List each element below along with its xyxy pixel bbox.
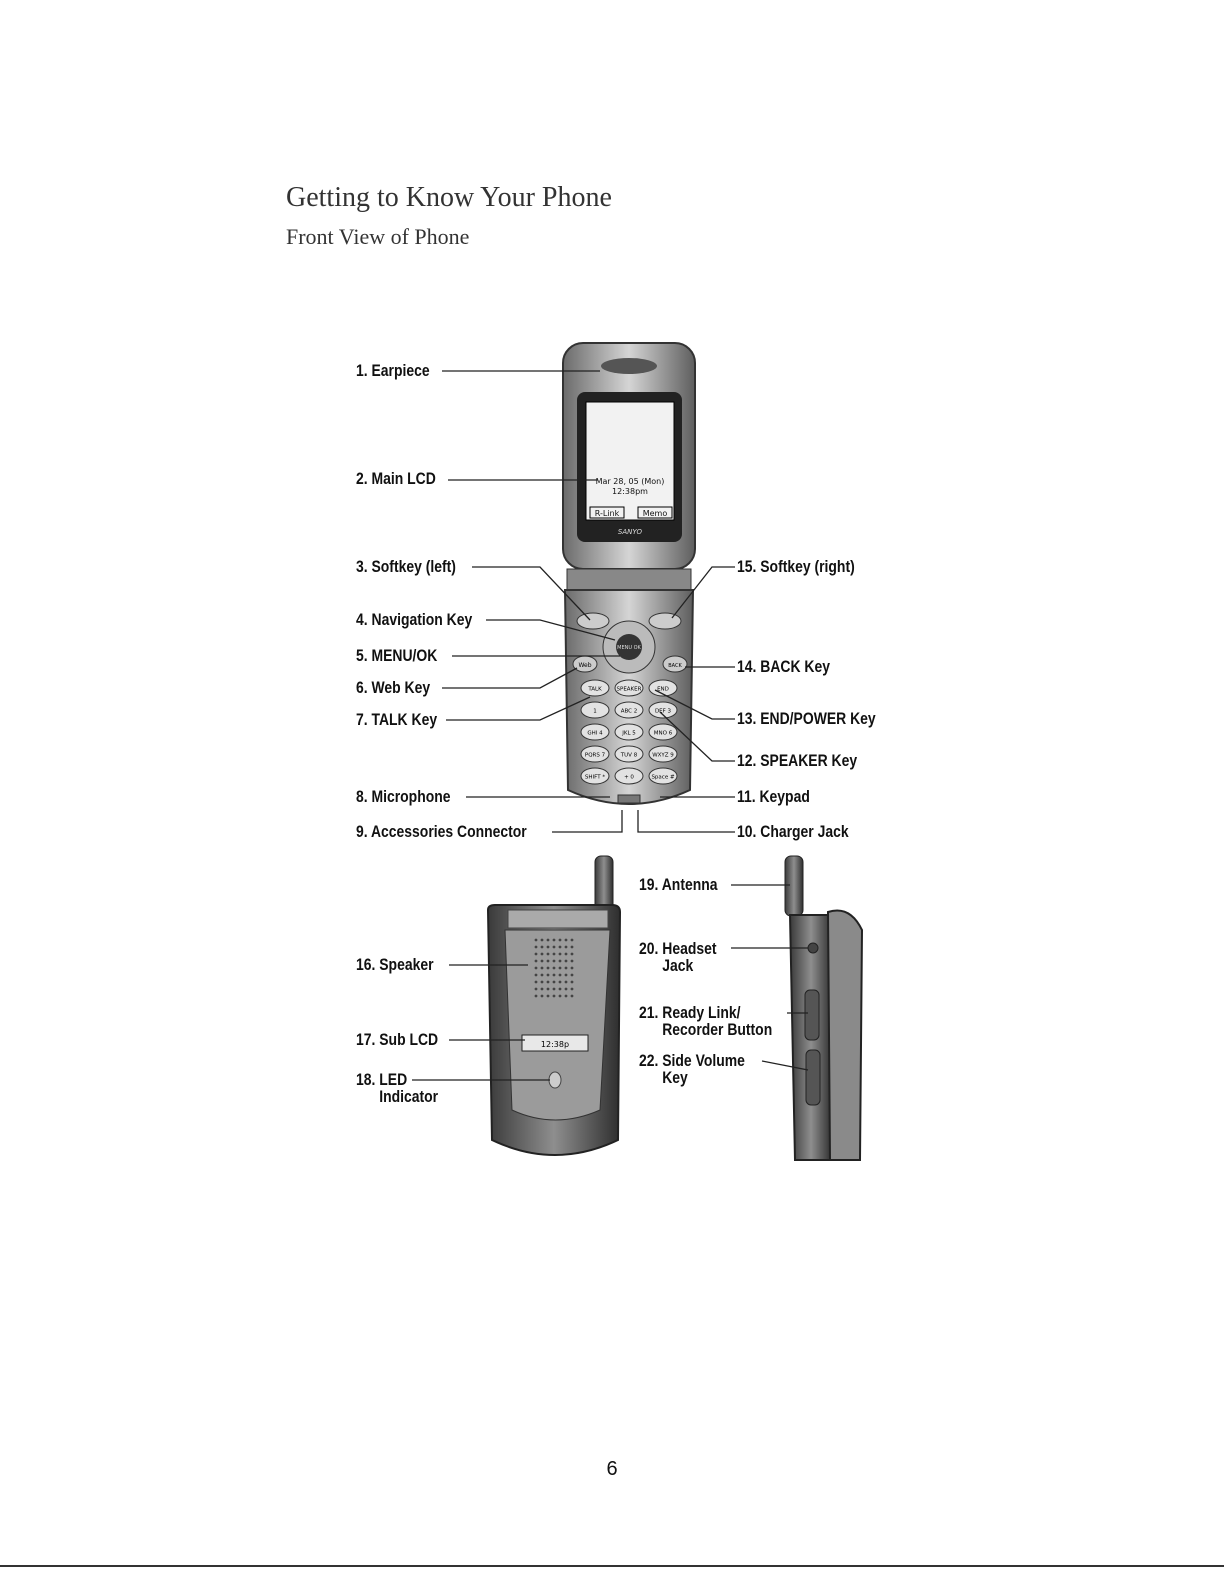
speaker-grill-dot: [565, 967, 568, 970]
speaker-grill-dot: [553, 946, 556, 949]
speaker-grill-dot: [541, 946, 544, 949]
speaker-grill-dot: [535, 981, 538, 984]
label-menu-ok: 5. MENU/OK: [356, 646, 438, 665]
closed-phone: [488, 856, 620, 1155]
speaker-grill-dot: [547, 974, 550, 977]
speaker-grill-dot: [565, 988, 568, 991]
speaker-grill-dot: [565, 995, 568, 998]
speaker-grill-dot: [559, 946, 562, 949]
label-softkey-right: 15. Softkey (right): [737, 557, 855, 576]
sub-lcd-text: 12:38p: [540, 1040, 570, 1049]
label-ready-link-button: 21. Ready Link/ Recorder Button: [639, 1003, 773, 1039]
speaker-grill-dot: [553, 939, 556, 942]
label-softkey-left: 3. Softkey (left): [356, 557, 456, 576]
label-charger-jack: 10. Charger Jack: [737, 822, 849, 841]
keypad-key-label: JKL 5: [622, 730, 636, 737]
label-antenna: 19. Antenna: [639, 875, 718, 894]
speaker-grill-dot: [541, 967, 544, 970]
label-web-key: 6. Web Key: [356, 678, 431, 697]
label-talk-key: 7. TALK Key: [356, 710, 438, 729]
speaker-grill-dot: [535, 988, 538, 991]
speaker-grill-dot: [571, 960, 574, 963]
label-earpiece: 1. Earpiece: [356, 361, 430, 380]
label-led-indicator: 18. LED Indicator: [356, 1070, 439, 1106]
keypad-key-label: MNO 6: [653, 730, 673, 737]
brand-logo: SANYO: [617, 528, 643, 536]
label-speaker: 16. Speaker: [356, 955, 434, 974]
label-sub-lcd: 17. Sub LCD: [356, 1030, 439, 1049]
label-side-volume-key: 22. Side Volume Key: [639, 1051, 745, 1087]
back-key-text: BACK: [668, 663, 682, 669]
speaker-grill-dot: [553, 967, 556, 970]
speaker-grill-dot: [565, 960, 568, 963]
speaker-grill-dot: [565, 981, 568, 984]
speaker-grill-dot: [541, 939, 544, 942]
led-shape: [549, 1072, 561, 1088]
speaker-grill-dot: [565, 953, 568, 956]
speaker-grill-dot: [535, 995, 538, 998]
speaker-grill-dot: [553, 988, 556, 991]
keypad-key-label: SPEAKER: [616, 686, 642, 693]
speaker-grill-dot: [571, 981, 574, 984]
keypad-key-label: WXYZ 9: [652, 752, 674, 759]
main-lcd-shape: [586, 402, 674, 520]
speaker-grill-dot: [547, 995, 550, 998]
speaker-grill-dot: [547, 939, 550, 942]
speaker-grill-dot: [547, 946, 550, 949]
keypad-key-label: 1: [593, 708, 597, 715]
speaker-grill-dot: [565, 946, 568, 949]
keypad-key-label: TALK: [588, 686, 602, 693]
earpiece-shape: [601, 358, 657, 374]
speaker-grill-dot: [541, 953, 544, 956]
label-speaker-key: 12. SPEAKER Key: [737, 751, 858, 770]
label-end-power-key: 13. END/POWER Key: [737, 709, 876, 728]
speaker-grill-dot: [559, 967, 562, 970]
speaker-grill-dot: [547, 953, 550, 956]
keypad-shape: [581, 680, 677, 784]
speaker-grill-dot: [541, 988, 544, 991]
speaker-grill-dot: [535, 960, 538, 963]
lcd-softkey-right: Memo: [642, 509, 668, 518]
speaker-grill-dot: [559, 939, 562, 942]
lcd-softkey-left: R-Link: [594, 509, 620, 518]
keypad-key-label: ABC 2: [620, 708, 638, 715]
speaker-grill-dot: [553, 981, 556, 984]
label-headset-jack: 20. Headset Jack: [639, 939, 717, 975]
page-subtitle: Front View of Phone: [286, 224, 470, 249]
speaker-grill-dot: [565, 974, 568, 977]
speaker-grill-dot: [571, 939, 574, 942]
label-main-lcd: 2. Main LCD: [356, 469, 436, 488]
speaker-grill-dot: [535, 967, 538, 970]
speaker-grill-dot: [541, 995, 544, 998]
speaker-grill-dot: [571, 967, 574, 970]
speaker-grill-dot: [559, 974, 562, 977]
keypad-key-label: Space #: [651, 774, 675, 781]
speaker-grill-dot: [547, 988, 550, 991]
speaker-grill-dot: [559, 960, 562, 963]
speaker-grill-dot: [553, 953, 556, 956]
speaker-grill-dot: [571, 995, 574, 998]
speaker-grill-dot: [547, 981, 550, 984]
label-back-key: 14. BACK Key: [737, 657, 830, 676]
speaker-grill-dot: [535, 946, 538, 949]
lcd-date: Mar 28, 05 (Mon): [595, 477, 665, 486]
speaker-grill-dot: [535, 953, 538, 956]
speaker-grill-dot: [541, 974, 544, 977]
open-phone: [563, 343, 695, 804]
keypad-key-label: PQRS 7: [584, 752, 606, 759]
speaker-grill-dot: [541, 960, 544, 963]
label-microphone: 8. Microphone: [356, 787, 451, 806]
softkey-right-shape: [649, 613, 681, 629]
speaker-grill-dot: [553, 974, 556, 977]
web-key-text: Web: [578, 662, 592, 669]
softkey-left-shape: [577, 613, 609, 629]
keypad-key-label: END: [657, 686, 669, 693]
speaker-grill-dot: [553, 995, 556, 998]
page-number: 6: [606, 1458, 618, 1480]
keypad-key-label: TUV 8: [620, 752, 638, 759]
label-navigation-key: 4. Navigation Key: [356, 610, 473, 629]
speaker-grill-dot: [571, 946, 574, 949]
speaker-grill-dot: [547, 967, 550, 970]
speaker-grill-dot: [571, 988, 574, 991]
speaker-grill-dot: [547, 960, 550, 963]
speaker-grill-dot: [565, 939, 568, 942]
label-accessories-connector: 9. Accessories Connector: [356, 822, 527, 841]
keypad-key-label: + 0: [624, 774, 634, 781]
speaker-grill-dot: [571, 974, 574, 977]
speaker-grill-dot: [559, 988, 562, 991]
speaker-grill-dot: [535, 974, 538, 977]
keypad-key-label: SHIFT *: [584, 774, 606, 781]
keypad-key-label: GHI 4: [587, 730, 603, 737]
speaker-grill-dot: [571, 953, 574, 956]
lcd-time: 12:38pm: [612, 487, 648, 496]
speaker-grill-dot: [559, 981, 562, 984]
speaker-grill-dot: [535, 939, 538, 942]
side-phone: [785, 856, 862, 1160]
bottom-rule: [0, 1565, 1224, 1567]
speaker-grill-dot: [559, 995, 562, 998]
keypad-key-label: DEF 3: [654, 708, 672, 715]
page-title: Getting to Know Your Phone: [286, 182, 612, 213]
label-keypad: 11. Keypad: [737, 787, 810, 806]
speaker-grill-dot: [541, 981, 544, 984]
speaker-grill-dot: [553, 960, 556, 963]
menu-ok-text: MENU OK: [617, 645, 641, 651]
speaker-grill-dot: [559, 953, 562, 956]
